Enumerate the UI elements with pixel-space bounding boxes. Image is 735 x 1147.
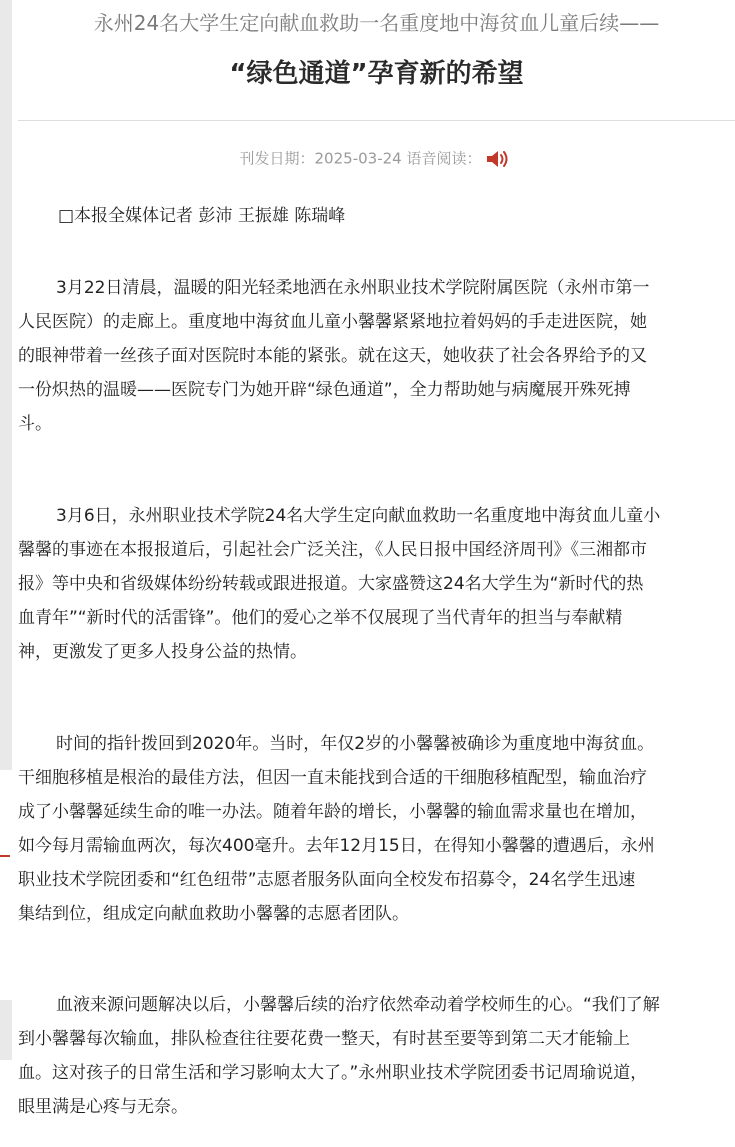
paragraph-line: 成了小馨馨延续生命的唯一办法。随着年龄的增长，小馨馨的输血需求量也在增加， [18, 802, 647, 822]
article-paragraph [18, 988, 735, 1124]
paragraph-line: 眼里满是心疼与无奈。 [18, 1097, 188, 1117]
article-subtitle: 永州24名大学生定向献血救助一名重度地中海贫血儿童后续—— [93, 11, 660, 35]
paragraph-line: 职业技术学院团委和“红色纽带”志愿者服务队面向全校发布招募令，24名学生迅速 [18, 870, 636, 890]
title-divider [18, 120, 735, 121]
paragraph-line: 报》等中央和省级媒体纷纷转载或跟进报道。大家盛赞这24名大学生为“新时代的热 [18, 574, 644, 594]
paragraph-line: 时间的指针拨回到2020年。当时，年仅2岁的小馨馨被确诊为重度地中海贫血。 [56, 734, 655, 754]
paragraph-line: 的眼神带着一丝孩子面对医院时本能的紧张。就在这天，她收获了社会各界给予的又 [18, 346, 647, 366]
paragraph-line: 干细胞移植是根治的最佳方法，但因一直未能找到合适的干细胞移植配型，输血治疗 [18, 768, 647, 788]
paragraph-line: 馨馨的事迹在本报报道后，引起社会广泛关注，《人民日报中国经济周刊》《三湘都市 [18, 540, 647, 560]
paragraph-line: 斗。 [18, 414, 52, 434]
article-paragraph [18, 271, 735, 441]
paragraph-line: 3月6日，永州职业技术学院24名大学生定向献血救助一名重度地中海贫血儿童小 [56, 506, 661, 526]
paragraph-line: 血液来源问题解决以后，小馨馨后续的治疗依然牵动着学校师生的心。“我们了解 [56, 995, 660, 1015]
article-byline: □本报全媒体记者 彭沛 王振雄 陈瑞峰 [58, 206, 346, 226]
article-title: “绿色通道”孕育新的希望 [229, 59, 524, 89]
paragraph-line: 神，更激发了更多人投身公益的热情。 [18, 642, 307, 662]
paragraph-line: 如今每月需输血两次，每次400毫升。去年12月15日，在得知小馨馨的遭遇后，永州 [18, 836, 655, 856]
article-paragraph [18, 499, 735, 669]
paragraph-line: 一份炽热的温暖——医院专门为她开辟“绿色通道”，全力帮助她与病魔展开殊死搏 [18, 380, 631, 400]
paragraph-line: 人民医院）的走廊上。重度地中海贫血儿童小馨馨紧紧地拉着妈妈的手走进医院，她 [18, 312, 647, 332]
article-paragraph [18, 727, 735, 931]
left-shade [0, 1000, 12, 1060]
paragraph-line: 到小馨馨每次输血，排队检查往往要花费一整天，有时甚至要等到第二天才能输上 [18, 1029, 630, 1049]
left-shade [0, 0, 12, 770]
paragraph-line: 血。这对孩子的日常生活和学习影响太大了。”永州职业技术学院团委书记周瑜说道， [18, 1063, 648, 1083]
paragraph-line: 血青年”“新时代的活雷锋”。他们的爱心之举不仅展现了当代青年的担当与奉献精 [18, 608, 623, 628]
left-edge-mark [0, 855, 10, 857]
article-meta [18, 145, 735, 172]
paragraph-line: 集结到位，组成定向献血救助小馨馨的志愿者团队。 [18, 904, 409, 924]
paragraph-line: 3月22日清晨，温暖的阳光轻柔地洒在永州职业技术学院附属医院（永州市第一 [56, 278, 650, 298]
publish-date-label: 刊发日期：2025-03-24 语音阅读： [239, 149, 482, 168]
speaker-icon[interactable] [485, 148, 513, 170]
